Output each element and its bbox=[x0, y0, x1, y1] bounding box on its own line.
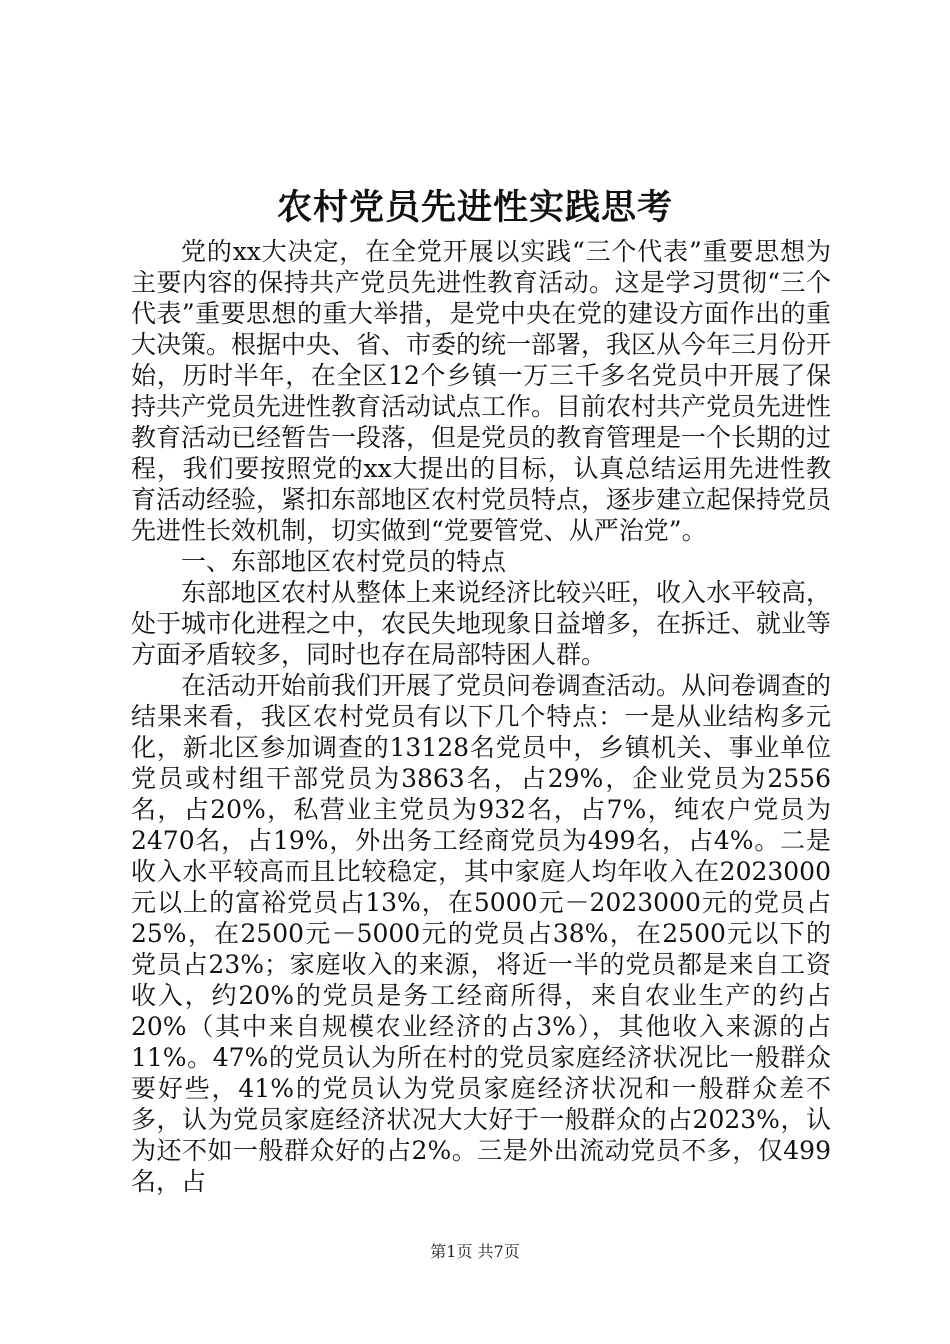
paragraph-survey: 在活动开始前我们开展了党员问卷调查活动。从问卷调查的结果来看，我区农村党员有以下几个特点：一是从业结构多元化，新北区参加调查的13128名党员中，乡镇机关、事业单位党员或村组干部党员为3863名，占29%，企业党员为2556名，占20%，私营业主党员为932名，占7%，纯农户党员为2470名，占19%，外出务工经商党员为499名，占4%。二是收入水平较高而且比较稳定，其中家庭人均年收入在2023000元以上的富裕党员占13%，在5000元－2023000元的党员占25%，在2500元－5000元的党员占38%，在2500元以下的党员占23%；家庭收入的来源，将近一半的党员都是来自工资收入，约20%的党员是务工经商所得，来自农业生产的约占20%（其中来自规模农业经济的占3%），其他收入来源的占11%。47%的党员认为所在村的党员家庭经济状况比一般群众要好些，41%的党员认为党员家庭经济状况和一般群众差不多，认为党员家庭经济状况大大好于一般群众的占2023%，认为还不如一般群众好的占2%。三是外出流动党员不多，仅499名，占 bbox=[131, 671, 832, 1196]
page-footer: 第1页 共7页 bbox=[430, 1242, 520, 1261]
paragraph-intro: 党的xx大决定，在全党开展以实践“三个代表”重要思想为主要内容的保持共产党员先进性教育活动。这是学习贯彻“三个代表”重要思想的重大举措，是党中央在党的建设方面作出的重大决策。根据中央、省、市委的统一部署，我区从今年三月份开始，历时半年，在全区12个乡镇一万三千多名党员中开展了保持共产党员先进性教育活动试点工作。目前农村共产党员先进性教育活动已经暂告一段落，但是党员的教育管理是一个长期的过程，我们要按照党的xx大提出的目标，认真总结运用先进性教育活动经验，紧扣东部地区农村党员特点，逐步建立起保持党员先进性长效机制，切实做到“党要管党、从严治党”。 bbox=[131, 237, 832, 545]
section-heading-1: 一、东部地区农村党员的特点 bbox=[181, 547, 507, 576]
document-body bbox=[131, 236, 831, 1197]
document-title: 农村党员先进性实践思考 bbox=[276, 187, 673, 228]
paragraph-east-region: 东部地区农村从整体上来说经济比较兴旺，收入水平较高，处于城市化进程之中，农民失地现象日益增多，在拆迁、就业等方面矛盾较多，同时也存在局部特困人群。 bbox=[131, 578, 832, 669]
